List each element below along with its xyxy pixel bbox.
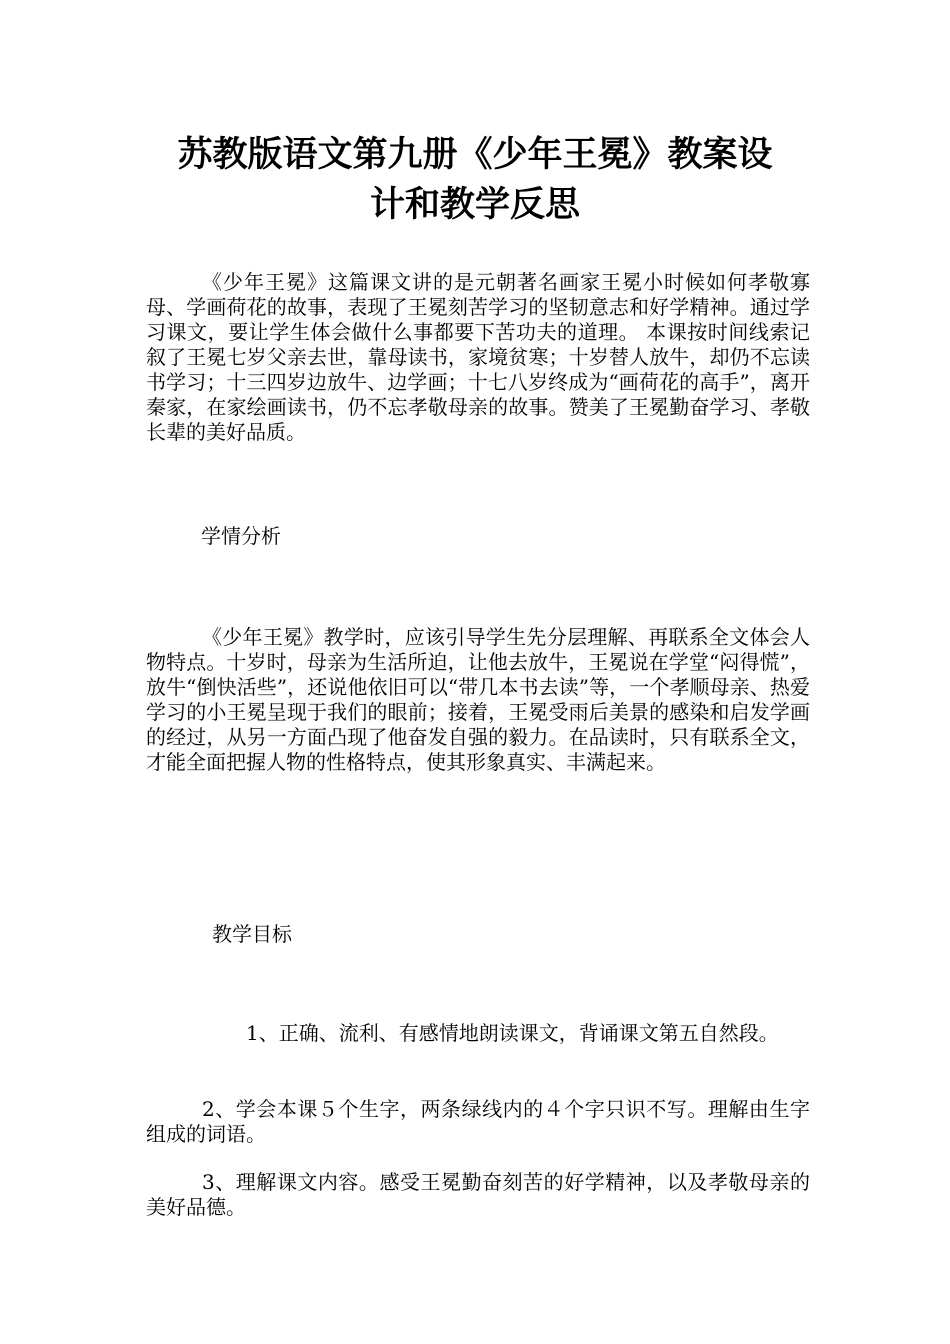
analysis-paragraph: 《少年王冕》教学时，应该引导学生先分层理解、再联系全文体会人物特点。十岁时，母亲为生活所迫，让他去放牛，王冕说在学堂“闷得慌”，放牛“倒快活些”，还说他依旧可以“带几本书去读”等，一个孝顺母亲、热爱学习的小王冕呈现于我们的眼前；接着，王冕受雨后美景的感染和启发学画的经过，从另一方面凸现了他奋发自强的毅力。在品读时，只有联系全文，才能全面把握人物的性格特点，使其形象真实、丰满起来。 (146, 625, 810, 774)
goal-item-1: 1、正确、流利、有感情地朗读课文，背诵课文第五自然段。 (246, 1021, 779, 1045)
intro-paragraph: 《少年王冕》这篇课文讲的是元朝著名画家王冕小时候如何孝敬寡母、学画荷花的故事，表现了王冕刻苦学习的坚韧意志和好学精神。通过学习课文，要让学生体会做什么事都要下苦功夫的道理。 本课按时间线索记叙了王冕七岁父亲去世，靠母读书，家境贫寒；十岁替人放牛，却仍不忘读书学习；十三四岁边放牛、边学画；十七八岁终成为“画荷花的高手”，离开秦家，在家绘画读书，仍不忘孝敬母亲的故事。赞美了王冕勤奋学习、孝敬长辈的美好品质。 (146, 270, 810, 444)
goal-item-3: 3、理解课文内容。感受王冕勤奋刻苦的好学精神，以及孝敬母亲的美好品德。 (146, 1170, 810, 1219)
title-line-1: 苏教版语文第九册《少年王冕》教案设 (177, 135, 773, 175)
goal-item-2: 2、学会本课５个生字，两条绿线内的４个字只识不写。理解由生字组成的词语。 (146, 1097, 810, 1146)
title-line-2: 计和教学反思 (369, 185, 580, 225)
section-heading-analysis: 学情分析 (201, 524, 281, 548)
document-title (140, 130, 810, 230)
section-heading-goals: 教学目标 (212, 922, 292, 946)
